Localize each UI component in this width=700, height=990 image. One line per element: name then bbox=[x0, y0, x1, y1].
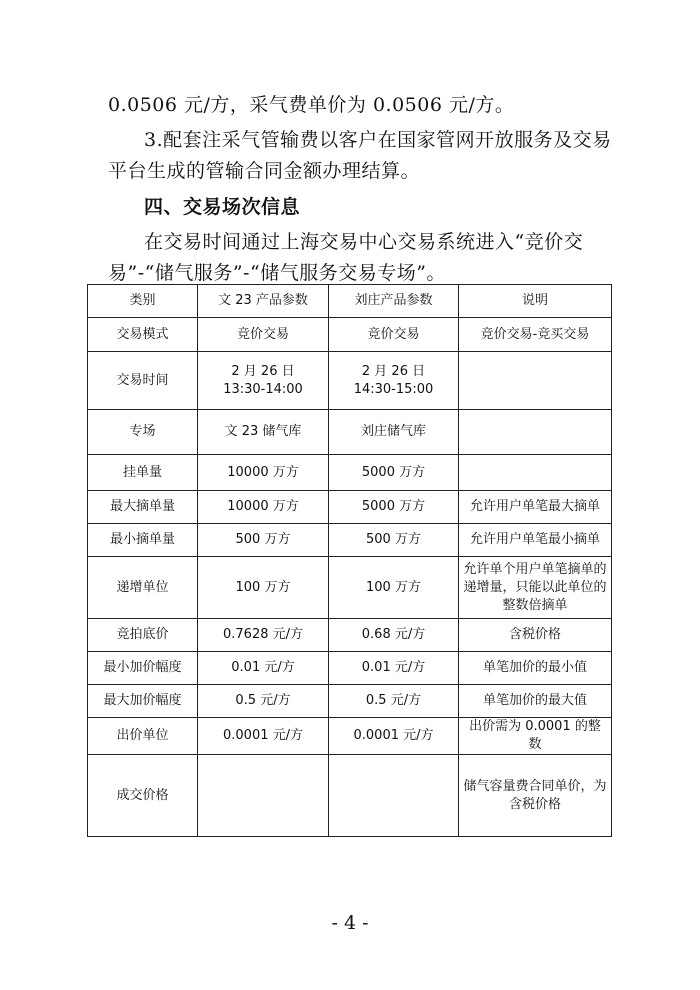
cell-liuzhuang: 刘庄储气库 bbox=[329, 410, 459, 455]
cell-category: 成交价格 bbox=[88, 755, 198, 837]
cell-liuzhuang: 5000 万方 bbox=[329, 455, 459, 491]
table-header-row bbox=[88, 285, 612, 318]
cell-note: 单笔加价的最小值 bbox=[459, 652, 612, 685]
cell-note: 允许用户单笔最大摘单 bbox=[459, 491, 612, 524]
cell-category: 竞拍底价 bbox=[88, 619, 198, 652]
cell-liuzhuang: 5000 万方 bbox=[329, 491, 459, 524]
cell-liuzhuang: 500 万方 bbox=[329, 524, 459, 557]
header-wen23: 文 23 产品参数 bbox=[198, 285, 329, 318]
cell-note: 含税价格 bbox=[459, 619, 612, 652]
cell-note: 出价需为 0.0001 的整数 bbox=[459, 718, 612, 755]
cell-wen23 bbox=[198, 755, 329, 837]
cell-wen23: 文 23 储气库 bbox=[198, 410, 329, 455]
cell-category: 交易时间 bbox=[88, 352, 198, 410]
cell-wen23: 0.5 元/方 bbox=[198, 685, 329, 718]
page-number: - 4 - bbox=[331, 912, 369, 934]
cell-liuzhuang: 0.68 元/方 bbox=[329, 619, 459, 652]
cell-liuzhuang: 100 万方 bbox=[329, 557, 459, 619]
cell-wen23: 10000 万方 bbox=[198, 455, 329, 491]
cell-wen23: 0.7628 元/方 bbox=[198, 619, 329, 652]
cell-wen23 bbox=[198, 352, 329, 410]
section-heading: 四、交易场次信息 bbox=[144, 196, 301, 218]
table-row bbox=[88, 619, 612, 652]
cell-liuzhuang: 0.01 元/方 bbox=[329, 652, 459, 685]
cell-category: 挂单量 bbox=[88, 455, 198, 491]
cell-category: 最大加价幅度 bbox=[88, 685, 198, 718]
table-row bbox=[88, 557, 612, 619]
table-row bbox=[88, 455, 612, 491]
cell-note bbox=[459, 352, 612, 410]
cell-time: 13:30-14:00 bbox=[223, 381, 303, 397]
cell-category: 出价单位 bbox=[88, 718, 198, 755]
paragraph-line: 0.0506 元/方，采气费单价为 0.0506 元/方。 bbox=[108, 94, 515, 116]
trading-session-table bbox=[87, 284, 612, 837]
header-liuzhuang: 刘庄产品参数 bbox=[329, 285, 459, 318]
table-row bbox=[88, 318, 612, 352]
cell-note: 允许单个用户单笔摘单的递增量，只能以此单位的整数倍摘单 bbox=[459, 557, 612, 619]
cell-liuzhuang: 竞价交易 bbox=[329, 318, 459, 352]
cell-wen23: 500 万方 bbox=[198, 524, 329, 557]
cell-note: 竞价交易-竞买交易 bbox=[459, 318, 612, 352]
cell-category: 递增单位 bbox=[88, 557, 198, 619]
cell-category: 专场 bbox=[88, 410, 198, 455]
table-row bbox=[88, 410, 612, 455]
cell-note bbox=[459, 410, 612, 455]
paragraph-line: 3.配套注采气管输费以客户在国家管网开放服务及交易 bbox=[144, 129, 612, 151]
paragraph-line: 在交易时间通过上海交易中心交易系统进入“竞价交 bbox=[144, 231, 584, 253]
table-row bbox=[88, 524, 612, 557]
cell-note: 储气容量费合同单价，为含税价格 bbox=[459, 755, 612, 837]
table-row bbox=[88, 352, 612, 410]
table-row bbox=[88, 652, 612, 685]
cell-liuzhuang: 0.5 元/方 bbox=[329, 685, 459, 718]
cell-time: 14:30-15:00 bbox=[353, 381, 434, 397]
cell-wen23: 0.01 元/方 bbox=[198, 652, 329, 685]
cell-category: 最小加价幅度 bbox=[88, 652, 198, 685]
paragraph-line: 平台生成的管输合同金额办理结算。 bbox=[108, 160, 421, 182]
cell-wen23: 10000 万方 bbox=[198, 491, 329, 524]
cell-wen23: 100 万方 bbox=[198, 557, 329, 619]
table-row bbox=[88, 491, 612, 524]
cell-category: 最小摘单量 bbox=[88, 524, 198, 557]
cell-category: 最大摘单量 bbox=[88, 491, 198, 524]
cell-date: 2 月 26 日 bbox=[361, 363, 426, 379]
cell-date: 2 月 26 日 bbox=[231, 363, 295, 379]
cell-liuzhuang bbox=[329, 755, 459, 837]
paragraph-line: 易”-“储气服务”-“储气服务交易专场”。 bbox=[108, 262, 446, 284]
cell-liuzhuang bbox=[329, 352, 459, 410]
cell-wen23: 0.0001 元/方 bbox=[198, 718, 329, 755]
cell-liuzhuang: 0.0001 元/方 bbox=[329, 718, 459, 755]
table-row bbox=[88, 718, 612, 755]
cell-category: 交易模式 bbox=[88, 318, 198, 352]
header-note: 说明 bbox=[459, 285, 612, 318]
cell-note: 单笔加价的最大值 bbox=[459, 685, 612, 718]
table-row bbox=[88, 755, 612, 837]
cell-wen23: 竞价交易 bbox=[198, 318, 329, 352]
table-row bbox=[88, 685, 612, 718]
header-category: 类别 bbox=[88, 285, 198, 318]
cell-note: 允许用户单笔最小摘单 bbox=[459, 524, 612, 557]
cell-note bbox=[459, 455, 612, 491]
